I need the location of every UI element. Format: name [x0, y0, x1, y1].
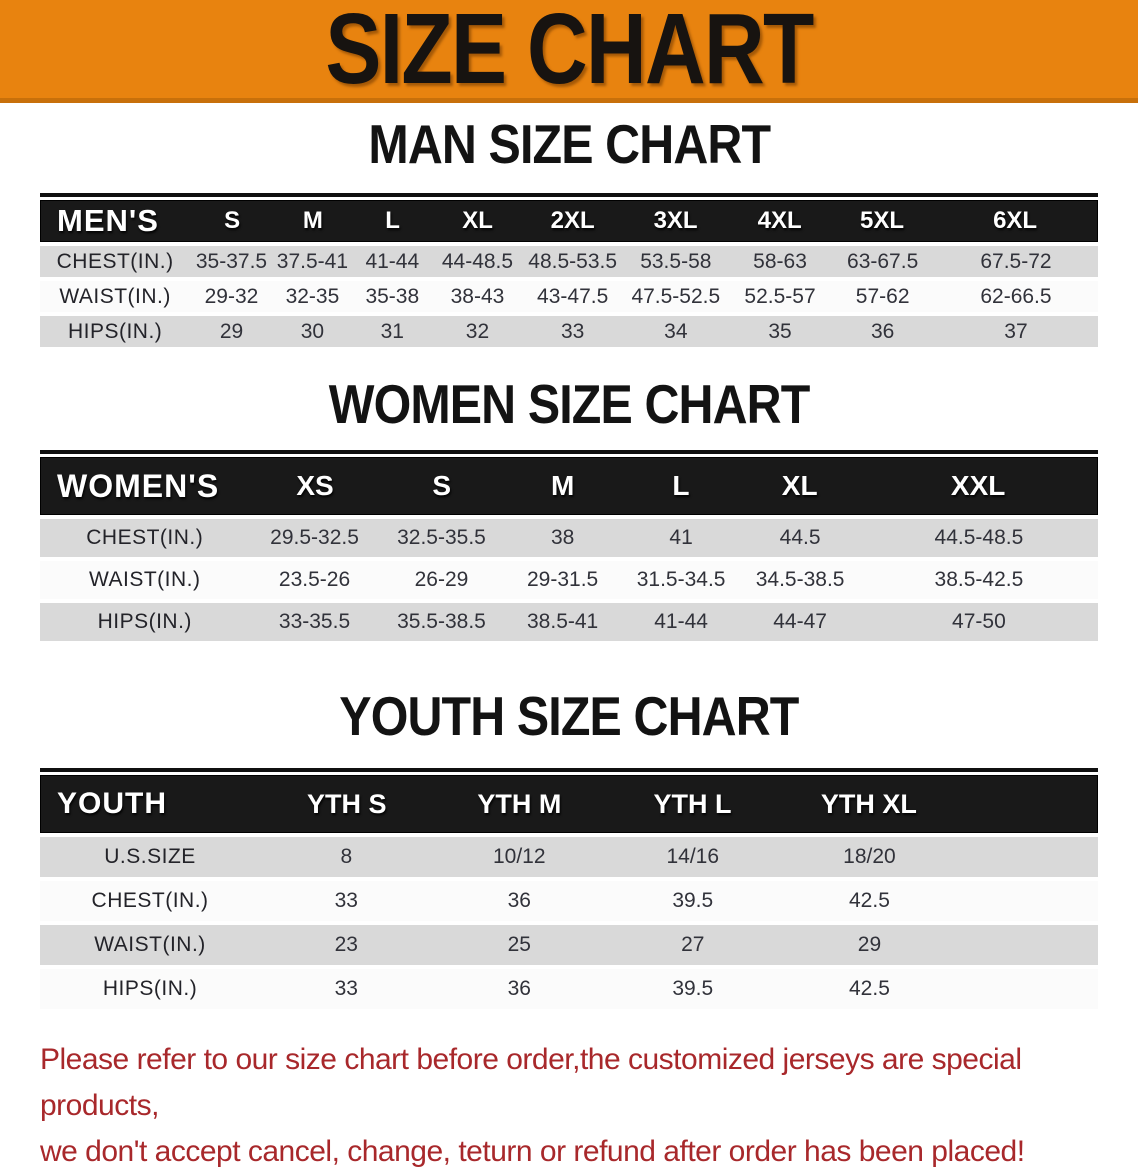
row-label: CHEST(IN.) [56, 249, 174, 273]
size-column-header: S [224, 207, 241, 234]
size-value-cell: 41-44 [365, 249, 420, 273]
size-value-cell: 33-35.5 [278, 610, 351, 633]
mens-table-header-row [40, 200, 1098, 242]
size-column-header: L [672, 470, 690, 501]
table-row-waist [40, 281, 1098, 312]
table-row-waist [40, 925, 1098, 965]
size-value-cell: 44.5-48.5 [934, 526, 1024, 549]
size-value-cell: 33 [334, 977, 358, 1000]
disclaimer-line-2: we don't accept cancel, change, teturn or refund after order has been placed! [40, 1135, 1025, 1168]
size-value-cell: 42.5 [849, 977, 890, 1000]
banner-title: SIZE CHART [325, 0, 813, 105]
size-chart-banner [0, 0, 1138, 103]
size-value-cell: 38.5-41 [527, 610, 599, 633]
size-column-header: S [432, 470, 452, 501]
size-value-cell: 57-62 [855, 284, 910, 308]
size-value-cell: 34.5-38.5 [755, 568, 845, 591]
youth-size-table [40, 768, 1098, 1009]
size-value-cell: 42.5 [849, 889, 890, 912]
size-value-cell: 32.5-35.5 [397, 526, 486, 549]
row-label: HIPS(IN.) [102, 977, 198, 1000]
man-section-heading-text: MAN SIZE CHART [368, 113, 770, 175]
size-value-cell: 34 [664, 319, 688, 343]
size-value-cell: 38 [550, 526, 575, 549]
size-value-cell: 58-63 [753, 249, 807, 273]
size-column-header: 6XL [993, 207, 1038, 234]
size-value-cell: 63-67.5 [847, 249, 919, 273]
size-value-cell: 52.5-57 [744, 284, 816, 308]
table-row-us-size [40, 837, 1098, 877]
size-column-header: 4XL [757, 207, 802, 234]
size-column-header: 5XL [860, 207, 905, 234]
size-value-cell: 44-47 [773, 610, 827, 633]
size-value-cell: 29 [857, 933, 882, 956]
size-value-cell: 36 [870, 319, 895, 343]
table-top-rule [40, 768, 1098, 772]
row-label: WAIST(IN.) [88, 568, 201, 591]
row-label: CHEST(IN.) [86, 526, 204, 549]
size-value-cell: 43-47.5 [537, 284, 609, 308]
size-column-header: XL [781, 470, 818, 501]
row-label: U.S.SIZE [104, 845, 196, 868]
size-value-cell: 29-32 [204, 284, 259, 308]
size-value-cell: 32-35 [285, 284, 340, 308]
size-column-header: YTH M [477, 788, 562, 819]
size-value-cell: 35-37.5 [195, 249, 268, 273]
size-value-cell: 37.5-41 [276, 249, 349, 273]
row-label: HIPS(IN.) [67, 319, 163, 343]
table-corner-label: YOUTH [57, 787, 167, 820]
size-value-cell: 47-50 [952, 610, 1006, 633]
size-value-cell: 62-66.5 [980, 284, 1052, 308]
row-label: WAIST(IN.) [94, 933, 206, 956]
size-value-cell: 8 [340, 845, 353, 868]
size-column-header: XXL [950, 470, 1006, 501]
table-corner-label: MEN'S [57, 203, 159, 238]
size-value-cell: 67.5-72 [980, 249, 1052, 273]
table-row-chest [40, 881, 1098, 921]
row-label: WAIST(IN.) [59, 284, 171, 308]
table-row-chest [40, 519, 1098, 557]
table-row-waist [40, 561, 1098, 599]
size-value-cell: 39.5 [672, 889, 714, 912]
size-value-cell: 48.5-53.5 [528, 249, 618, 273]
size-column-header: 3XL [653, 207, 698, 234]
size-value-cell: 38.5-42.5 [934, 568, 1024, 591]
size-value-cell: 44.5 [779, 526, 821, 549]
size-value-cell: 36 [507, 977, 531, 1000]
spacer-cell [959, 969, 1098, 1009]
size-value-cell: 38-43 [450, 284, 505, 308]
youth-section-heading-text: YOUTH SIZE CHART [339, 685, 799, 747]
women-section-heading-text: WOMEN SIZE CHART [328, 373, 810, 435]
size-column-header: YTH L [653, 788, 732, 819]
size-value-cell: 35.5-38.5 [397, 610, 486, 633]
row-label: CHEST(IN.) [91, 889, 209, 912]
size-column-header: XS [296, 470, 334, 501]
row-label: HIPS(IN.) [97, 610, 192, 633]
size-value-cell: 30 [300, 319, 325, 343]
size-value-cell: 29 [219, 319, 244, 343]
size-column-header: L [385, 207, 400, 234]
size-value-cell: 27 [681, 933, 705, 956]
size-column-header: M [302, 207, 323, 234]
size-value-cell: 31 [380, 319, 404, 343]
size-value-cell: 29-31.5 [527, 568, 599, 591]
womens-size-table [40, 450, 1098, 641]
size-value-cell: 35-38 [365, 284, 420, 308]
size-value-cell: 23 [334, 933, 358, 956]
size-column-header: YTH XL [820, 788, 917, 819]
size-value-cell: 44-48.5 [441, 249, 514, 273]
size-value-cell: 47.5-52.5 [631, 284, 721, 308]
size-value-cell: 32 [465, 319, 490, 343]
youth-section-heading [0, 685, 1138, 747]
table-corner-label: WOMEN'S [57, 467, 220, 504]
table-row-hips [40, 603, 1098, 641]
spacer-cell [959, 925, 1098, 965]
spacer-cell [959, 776, 1097, 832]
size-value-cell: 25 [507, 933, 531, 956]
size-value-cell: 31.5-34.5 [636, 568, 726, 591]
size-value-cell: 26-29 [414, 568, 469, 591]
size-value-cell: 29.5-32.5 [270, 526, 359, 549]
table-row-hips [40, 969, 1098, 1009]
table-top-rule [40, 450, 1098, 454]
size-value-cell: 35 [768, 319, 792, 343]
size-value-cell: 14/16 [666, 845, 720, 868]
size-value-cell: 39.5 [672, 977, 714, 1000]
size-value-cell: 33 [560, 319, 585, 343]
size-column-header: M [550, 470, 575, 501]
size-value-cell: 53.5-58 [640, 249, 712, 273]
size-value-cell: 37 [1004, 319, 1028, 343]
table-row-hips [40, 316, 1098, 347]
womens-table-header-row [40, 457, 1098, 515]
spacer-cell [959, 837, 1098, 877]
size-value-cell: 10/12 [492, 845, 546, 868]
size-column-header: YTH S [306, 788, 387, 819]
spacer-cell [959, 881, 1098, 921]
size-column-header: XL [462, 207, 493, 234]
size-value-cell: 41 [669, 526, 693, 549]
table-top-rule [40, 193, 1098, 197]
size-value-cell: 41-44 [654, 610, 708, 633]
size-value-cell: 33 [334, 889, 358, 912]
women-section-heading [0, 373, 1138, 435]
size-value-cell: 23.5-26 [278, 568, 351, 591]
size-value-cell: 36 [507, 889, 531, 912]
table-row-chest [40, 246, 1098, 277]
mens-size-table [40, 193, 1098, 347]
size-value-cell: 18/20 [843, 845, 896, 868]
disclaimer-note [40, 1037, 1110, 1175]
disclaimer-line-1: Please refer to our size chart before order,the customized jerseys are special products, [40, 1043, 1022, 1122]
size-column-header: 2XL [550, 207, 595, 234]
man-section-heading [0, 113, 1138, 175]
youth-table-header-row [40, 775, 1098, 833]
